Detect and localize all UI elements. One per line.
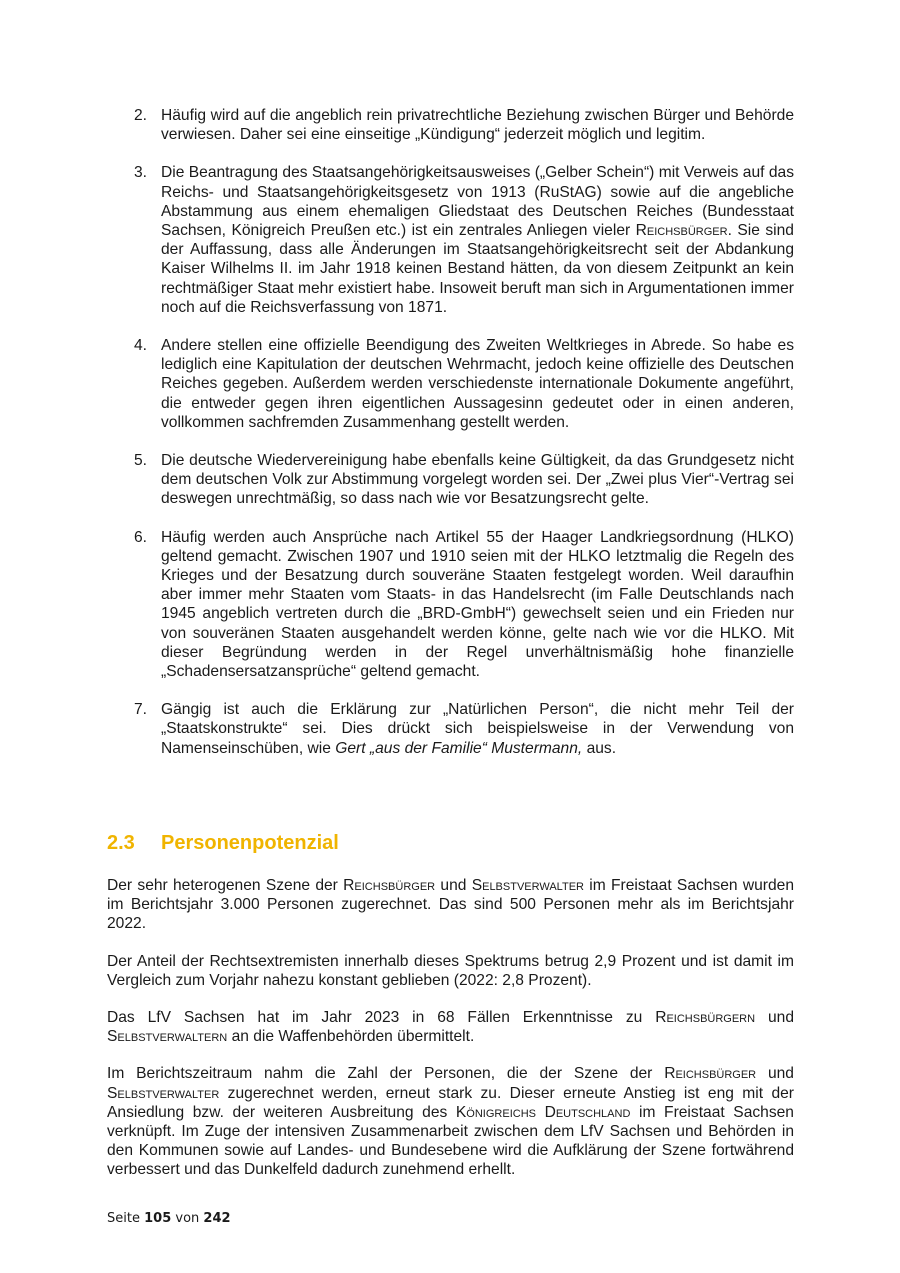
paragraph [107,1008,794,1046]
paragraph [107,876,794,934]
section-title: Personenpotenzial [161,832,339,854]
footer-separator: von [175,1211,200,1226]
list-item [134,336,794,432]
page-total: 242 [203,1211,231,1226]
numbered-list [134,106,794,777]
term-selbstverwalter: Selbstverwalter [471,877,584,894]
paragraph [107,952,794,990]
list-number: 2. [134,107,148,124]
list-item [134,163,794,317]
term-reichsbuergern: Reichsbürgern [655,1009,756,1027]
section-body [107,876,794,1198]
text: zugerechnet werden, erneut stark zu. Dieser erneute Anstieg ist eng mit der Ansiedlung bzw. der weiteren Ausbreitung des [107,1084,794,1121]
text: Der sehr heterogenen Szene der [107,877,338,894]
term-selbstverwaltern: Selbstverwaltern [107,1028,228,1046]
page-number: 105 [144,1211,172,1226]
list-text: Die Beantragung des Staatsangehörigkeitsausweises („Gelber Schein“) mit Verweis auf das Reichs- und Staatsangehörigkeitsgesetz von 1913 (RuStAG) sowie auf die angebliche Abstammung aus einem ehemaligen Gliedstaat des Deutschen Reiches (Bundesstaat Sachsen, Königreich Preußen etc.) ist ein zentrales Anliegen vieler [161,164,794,240]
list-number: 6. [134,528,148,546]
text: und [767,1009,794,1027]
list-text: Häufig werden auch Ansprüche nach Artikel 55 der Haager Landkriegsordnung (HLKO) geltend gemacht. Zwischen 1907 und 1910 seien mit der HLKO letztmalig die Regeln des Krieges und der Besatzung durch souveräne Staaten festgelegt worden. Weil daraufhin aber immer mehr Staaten vom Staats- in das Handelsrecht (im Falle Deutschlands nach 1945 angeblich vertreten durch die „BRD-GmbH“) gewechselt seien und ein Frieden nur von souveränen Staaten ausgehandelt werden könne, gelte nach wie vor die HLKO. Mit dieser Begründung werden in der Regel unverhältnismäßig hohe finanzielle „Schadensersatzansprüche“ geltend gemacht. [161,528,794,681]
page-footer [107,1211,231,1226]
list-text: . Sie sind der Auffassung, dass alle Änderungen im Staatsangehörigkeitsrecht seit der Abdankung Kaiser Wilhelms II. im Jahr 1918 keinen Bestand hätten, da von diesem Zeitpunkt an kein rechtmäßiger Staat mehr existiert habe. Insoweit beruft man sich in Argumentationen immer noch auf die Reichsverfassung von 1871. [161,222,794,316]
text: Das LfV Sachsen hat im Jahr 2023 in 68 Fällen Erkenntnisse zu [107,1009,643,1027]
example-name: Gert „aus der Familie“ Mustermann, [335,739,583,757]
section-number: 2.3 [107,832,135,854]
text: Im Berichtszeitraum nahm die Zahl der Personen, die der Szene der [107,1065,653,1083]
list-text: aus. [586,739,617,757]
list-text: Häufig wird auf die angeblich rein privatrechtliche Beziehung zwischen Bürger und Behörde verwiesen. Daher sei eine einseitige „Kündigung“ jederzeit möglich und legitim. [161,107,794,144]
text: im Freistaat Sachsen wurden im Berichtsjahr 3.000 Personen zugerechnet. Das sind 500 Personen mehr als im Berichtsjahr 2022. [107,877,795,933]
paragraph [107,1064,794,1179]
list-item [134,106,794,144]
list-number: 7. [134,701,148,719]
text: und [440,877,467,894]
list-number: 5. [134,452,148,470]
footer-prefix: Seite [107,1211,140,1226]
term-koenigreich-deutschland: Königreichs Deutschland [455,1103,631,1121]
term-reichsbuerger: Reichsbürger [635,222,728,240]
list-number: 4. [134,337,148,355]
list-text: Die deutsche Wiedervereinigung habe ebenfalls keine Gültigkeit, da das Grundgesetz nicht dem deutschen Volk zur Abstimmung vorgelegt worden sei. Der „Zwei plus Vier“-Vertrag sei deswegen unrechtmäßig, so dass nach wie vor Besatzungsrecht gelte. [161,452,794,508]
list-item [134,528,794,682]
term-selbstverwalter: Selbstverwalter [107,1084,220,1102]
list-number: 3. [134,164,148,182]
list-text: Andere stellen eine offizielle Beendigung des Zweiten Weltkrieges in Abrede. So habe es lediglich eine Kapitulation der deutschen Wehrmacht, jedoch keine offizielle des Deutschen Reiches gegeben. Außerdem werden verschiedenste internationale Dokumente angeführt, die entweder gegen ihren eigentlichen Aussagesinn gedeutet oder in einen anderen, vollkommen sachfremden Zusammenhang gestellt werden. [161,337,794,431]
list-item [134,700,794,758]
list-text: Gängig ist auch die Erklärung zur „Natürlichen Person“, die nicht mehr Teil der „Staatskonstrukte“ sei. Dies drückt sich beispielsweise in der Verwendung von Namenseinschüben, wie [161,701,794,757]
term-reichsbuerger: Reichsbürger [343,877,436,894]
text: und [767,1065,794,1083]
list-item [134,451,794,509]
text: Der Anteil der Rechtsextremisten innerhalb dieses Spektrums betrug 2,9 Prozent und ist damit im Vergleich zum Vorjahr nahezu konstant geblieben (2022: 2,8 Prozent). [107,952,794,989]
section-heading [107,832,797,855]
term-reichsbuerger: Reichsbürger [664,1065,757,1083]
text: an die Waffenbehörden übermittelt. [231,1028,475,1046]
text: im Freistaat Sachsen verknüpft. Im Zuge der intensiven Zusammenarbeit zwischen dem LfV Sachsen und Behörden in den Kommunen sowie auf Landes- und Bundesebene wird die Aufklärung der Szene fortwährend verbessert und das Dunkelfeld dadurch zunehmend erhellt. [107,1103,794,1179]
